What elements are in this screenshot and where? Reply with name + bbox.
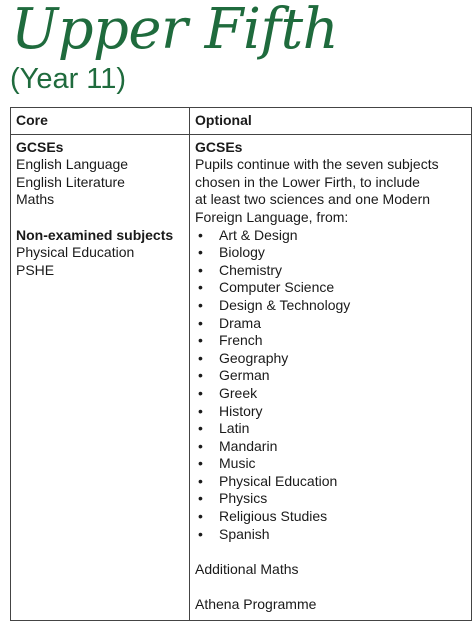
optional-intro-line: chosen in the Lower Firth, to include	[195, 173, 420, 190]
bullet-icon: •	[198, 402, 203, 419]
optional-cell	[190, 134, 472, 620]
bullet-icon: •	[198, 420, 203, 437]
list-item	[195, 420, 466, 438]
bullet-icon: •	[198, 437, 203, 454]
optional-subject: Greek	[219, 384, 258, 401]
bullet-icon: •	[198, 455, 203, 472]
core-subject: English Language	[16, 156, 129, 173]
list-item	[195, 227, 466, 245]
optional-subject: Geography	[219, 349, 289, 366]
optional-subject: German	[219, 367, 270, 384]
list-item	[195, 315, 466, 333]
optional-subject-list	[195, 227, 466, 544]
list-item	[195, 385, 466, 403]
bullet-icon: •	[198, 508, 203, 525]
list-item	[195, 438, 466, 456]
table-row	[11, 134, 472, 620]
list-item	[195, 279, 466, 297]
list-item	[195, 244, 466, 262]
list-item	[195, 367, 466, 385]
optional-subject: Computer Science	[219, 279, 335, 296]
column-header-optional: Optional	[190, 108, 472, 135]
list-item	[195, 297, 466, 315]
optional-subject: Physics	[219, 490, 268, 507]
optional-subject: History	[219, 402, 263, 419]
list-item	[195, 455, 466, 473]
page-subtitle: (Year 11)	[10, 63, 127, 95]
bullet-icon: •	[198, 314, 203, 331]
optional-subject: Drama	[219, 314, 262, 331]
optional-intro-line: Pupils continue with the seven subjects	[195, 156, 439, 173]
column-header-core: Core	[11, 108, 190, 135]
page-title: Upper Fifth	[11, 0, 339, 62]
optional-subject: Music	[219, 455, 256, 472]
optional-gcses-heading: GCSEs	[195, 138, 243, 155]
list-item	[195, 332, 466, 350]
additional-maths: Additional Maths	[195, 560, 299, 577]
non-examined-heading: Non-examined subjects	[16, 226, 174, 243]
optional-subject: Mandarin	[219, 437, 278, 454]
list-item	[195, 526, 466, 544]
bullet-icon: •	[198, 349, 203, 366]
bullet-icon: •	[198, 384, 203, 401]
optional-subject: Religious Studies	[219, 508, 328, 525]
athena-programme: Athena Programme	[195, 596, 317, 613]
bullet-icon: •	[198, 226, 203, 243]
table-header-row	[11, 108, 472, 135]
non-examined-subject: Physical Education	[16, 244, 135, 261]
list-item	[195, 508, 466, 526]
bullet-icon: •	[198, 332, 203, 349]
spacer	[195, 578, 466, 596]
core-cell	[11, 134, 190, 620]
optional-subject: Spanish	[219, 525, 270, 542]
core-subject: Maths	[16, 191, 55, 208]
spacer	[195, 543, 466, 561]
optional-intro-line: Foreign Language, from:	[195, 208, 349, 225]
bullet-icon: •	[198, 296, 203, 313]
optional-subject: Design & Technology	[219, 296, 351, 313]
curriculum-table	[10, 107, 472, 621]
list-item	[195, 350, 466, 368]
core-subject: English Literature	[16, 173, 125, 190]
bullet-icon: •	[198, 367, 203, 384]
list-item	[195, 473, 466, 491]
optional-subject: Art & Design	[219, 226, 298, 243]
optional-subject: Biology	[219, 244, 265, 261]
list-item	[195, 490, 466, 508]
bullet-icon: •	[198, 525, 203, 542]
bullet-icon: •	[198, 490, 203, 507]
list-item	[195, 403, 466, 421]
bullet-icon: •	[198, 244, 203, 261]
optional-subject: Physical Education	[219, 472, 338, 489]
core-gcses-heading: GCSEs	[16, 138, 64, 155]
optional-subject: French	[219, 332, 263, 349]
optional-intro-line: at least two sciences and one Modern	[195, 191, 431, 208]
non-examined-subject: PSHE	[16, 261, 55, 278]
bullet-icon: •	[198, 472, 203, 489]
optional-subject: Latin	[219, 420, 250, 437]
bullet-icon: •	[198, 261, 203, 278]
spacer	[16, 209, 184, 227]
bullet-icon: •	[198, 279, 203, 296]
optional-subject: Chemistry	[219, 261, 283, 278]
list-item	[195, 262, 466, 280]
